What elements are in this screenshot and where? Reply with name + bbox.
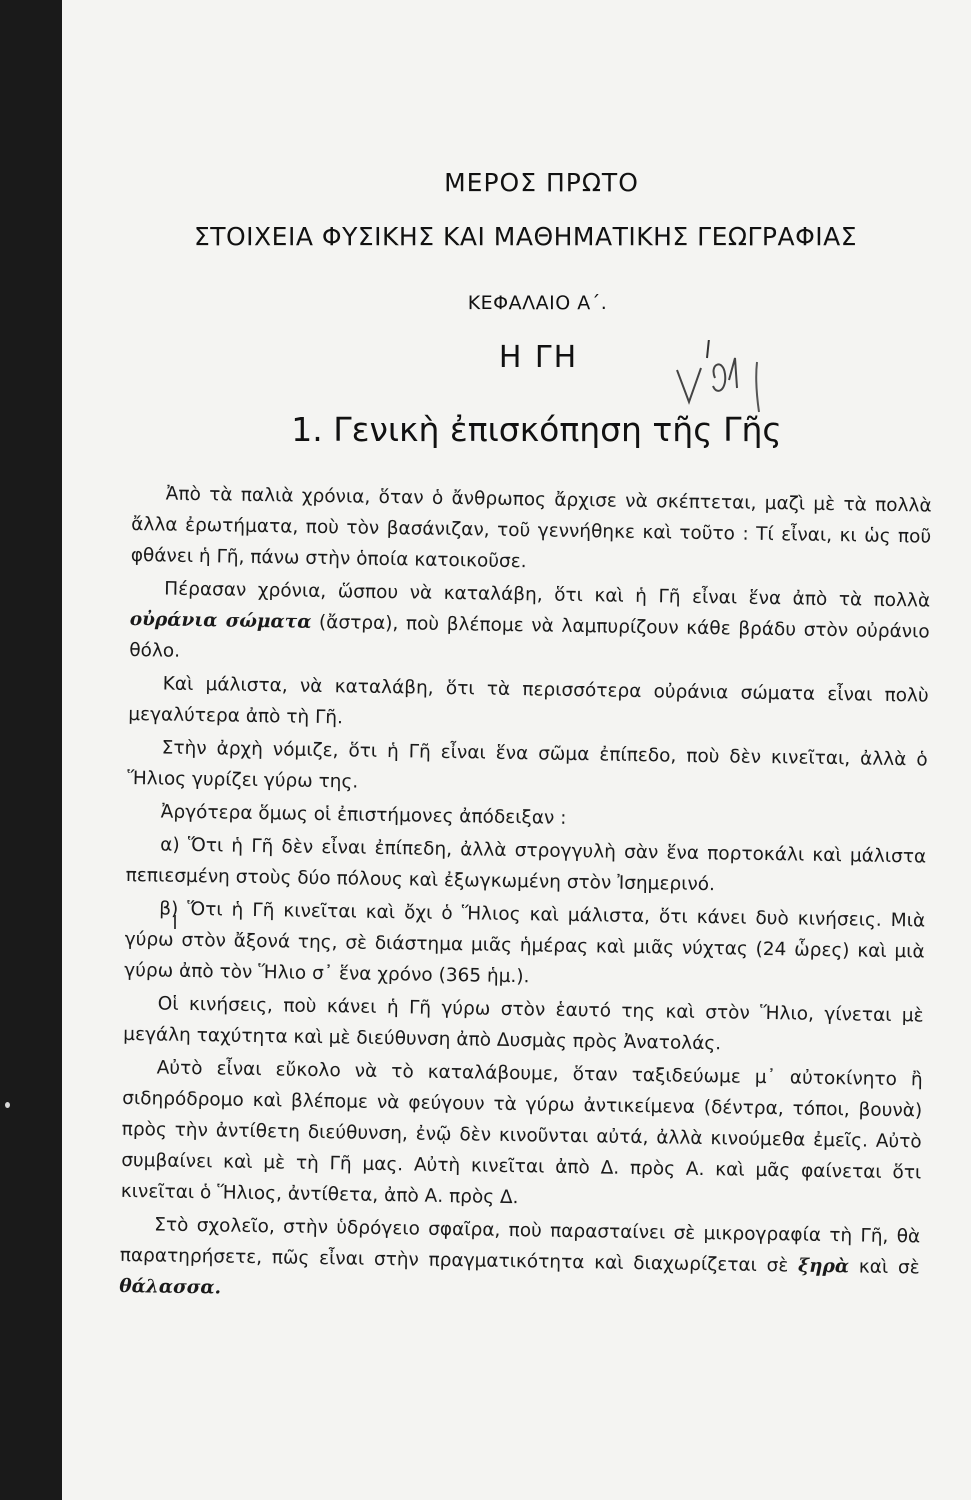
paragraph: Στὴν ἀρχὴ νόμιζε, ὅτι ἡ Γῆ εἶναι ἕνα σῶμα ἐπίπεδο, ποὺ δὲν κινεῖται, ἀλλὰ ὁ Ἥλιος γυρίζει γύρω της.: [127, 737, 928, 793]
part-title: ΜΕΡΟΣ ΠΡΩΤΟ: [444, 168, 639, 197]
scan-speck: [5, 1102, 10, 1108]
emphasized-term: ξηρὰ: [797, 1255, 850, 1278]
handwritten-annotation: [617, 340, 787, 420]
paragraph: [119, 1209, 920, 1315]
paragraph: Οἱ κινήσεις, ποὺ κάνει ἡ Γῆ γύρω στὸν ἑαυτό της καὶ στὸν Ἥλιο, γίνεται μὲ μεγάλη ταχύτητα καὶ μὲ διεύθυνση ἀπὸ Δυσμὰς πρὸς Ἀνατολάς.: [123, 993, 924, 1055]
paragraph: Αὐτὸ εἶναι εὔκολο νὰ τὸ καταλάβουμε, ὅταν ταξιδεύωμε μ᾿ αὐτοκίνητο ἢ σιδηρόδρομο καὶ βλέπομε νὰ φεύγουν τὰ γύρω ἀντικείμενα (δέντρα, τόποι, βουνὰ) πρὸς τὴν ἀντίθετη διεύθυνση, ἐνῷ δὲν κινοῦνται αὐτά, ἀλλὰ κινούμεθα ἐμεῖς. Αὐτὸ συμβαίνει καὶ μὲ τὴ Γῆ μας. Αὐτὴ κινεῖται ἀπὸ Δ. πρὸς Α. καὶ μᾶς φαίνεται ὅτι κινεῖται ὁ Ἥλιος, ἀντίθετα, ἀπὸ Α. πρὸς Δ.: [120, 1057, 923, 1209]
part-subtitle: ΣΤΟΙΧΕΙΑ ΦΥΣΙΚΗΣ ΚΑΙ ΜΑΘΗΜΑΤΙΚΗΣ ΓΕΩΓΡΑΦΙΑΣ: [193, 222, 858, 251]
chapter-name: Η ΓΗ: [498, 340, 579, 375]
document-page: [62, 0, 971, 1500]
list-item: α) Ὅτι ἡ Γῆ δὲν εἶναι ἐπίπεδη, ἀλλὰ στρογγυλὴ σὰν ἕνα πορτοκάλι καὶ μάλιστα πεπιεσμένη στοὺς δύο πόλους καὶ ἐξωγκωμένη στὸν Ἰσημερινό.: [125, 834, 927, 896]
paragraph-text: Στὸ σχολεῖο, στὴν ὑδρόγειο σφαῖρα, ποὺ παρασταίνει σὲ μικρογραφία τὴ Γῆ, θὰ παρατηρήσετε, πῶς εἶναι στὴν πραγματικότητα καὶ διαχωρίζεται σὲ: [119, 1214, 921, 1277]
chapter-label: ΚΕΦΑΛΑΙΟ Α΄.: [467, 292, 608, 314]
paragraph: Καὶ μάλιστα, νὰ καταλάβη, ὅτι τὰ περισσότερα οὐράνια σώματα εἶναι πολὺ μεγαλύτερα ἀπὸ τὴ Γῆ.: [128, 673, 929, 729]
paragraph-text: (ἄστρα), ποὺ βλέπομε νὰ λαμπυρίζουν κάθε βράδυ στὸν οὐράνιο θόλο.: [129, 611, 930, 662]
paragraph-text: καὶ σὲ: [848, 1256, 920, 1279]
paragraph: Ἀργότερα ὅμως οἱ ἐπιστήμονες ἀπόδειξαν :: [160, 801, 567, 829]
paragraph: [129, 573, 930, 679]
body-text: [119, 478, 932, 1316]
section-title: 1. Γενικὴ ἐπισκόπηση τῆς Γῆς: [291, 410, 782, 449]
emphasized-term: οὐράνια σώματα: [129, 608, 312, 633]
list-item: β) Ὅτι ἡ Γῆ κινεῖται καὶ ὄχι ὁ Ἥλιος καὶ μάλιστα, ὅτι κάνει δυὸ κινήσεις. Μιὰ γύρω στὸν ἄξονά της, σὲ διάστημα μιᾶς ἡμέρας καὶ μιᾶς νύχτας (24 ὧρες) καὶ μιὰ γύρω ἀπὸ τὸν Ἥλιο σ᾿ ἕνα χρόνο (365 ἡμ.).: [124, 898, 926, 988]
paragraph: Ἀπὸ τὰ παλιὰ χρόνια, ὅταν ὁ ἄνθρωπος ἄρχισε νὰ σκέπτεται, μαζὶ μὲ τὰ πολλὰ ἄλλα ἐρωτήματα, ποὺ τὸν βασάνιζαν, τοῦ γεννήθηκε καὶ τοῦτο : Τί εἶναι, κι ὡς ποῦ φθάνει ἡ Γῆ, πάνω στὴν ὁποία κατοικοῦσε.: [130, 483, 932, 573]
paragraph-text: Πέρασαν χρόνια, ὥσπου νὰ καταλάβη, ὅτι καὶ ἡ Γῆ εἶναι ἕνα ἀπὸ τὰ πολλὰ: [164, 578, 931, 612]
emphasized-term: θάλασσα.: [119, 1275, 222, 1299]
